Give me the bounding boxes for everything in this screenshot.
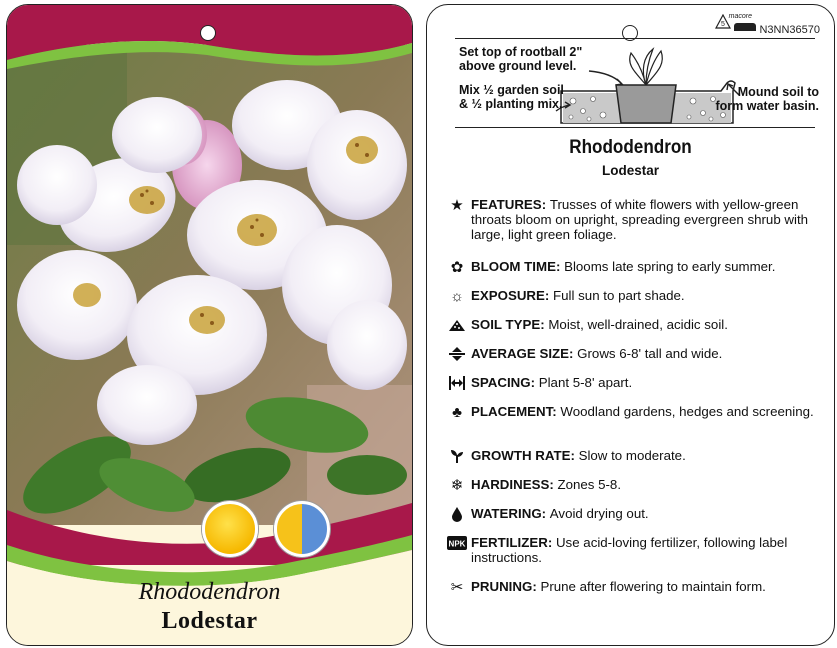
star-icon: ★ xyxy=(450,196,464,214)
sun-icon: ☼ xyxy=(450,287,464,305)
front-cultivar-name: Lodestar xyxy=(161,608,258,634)
info-row-placement: ♣ PLACEMENT: Woodland gardens, hedges and screening. xyxy=(447,404,825,419)
diagram-label-rootball: Set top of rootball 2" above ground level. xyxy=(459,45,583,73)
size-icon xyxy=(447,345,467,363)
info-row-fertilizer: NPK FERTILIZER: Use acid-loving fertilizer, following label instructions. xyxy=(448,535,788,565)
back-plant-name: Rhododendron xyxy=(569,137,692,158)
divider xyxy=(455,38,815,39)
info-row-pruning: ✂ PRUNING: Prune after flowering to maintain form. xyxy=(447,579,825,594)
front-genus-name: Rhododendron xyxy=(138,579,281,605)
snowflake-icon: ❄ xyxy=(450,476,464,494)
diagram-label-soil-mix: Mix ½ garden soil & ½ planting mix. xyxy=(459,83,564,111)
sprout-icon xyxy=(447,447,467,465)
back-cultivar-name: Lodestar xyxy=(601,163,659,178)
pruners-icon: ✂ xyxy=(450,578,464,596)
info-row-soil-type: SOIL TYPE: Moist, well-drained, acidic soil. xyxy=(447,317,825,332)
info-row-growth-rate: GROWTH RATE: Slow to moderate. xyxy=(447,448,825,463)
spacing-icon xyxy=(447,374,467,392)
part-shade-icon xyxy=(274,501,330,557)
flower-icon: ✿ xyxy=(450,258,464,276)
svg-text:NPK: NPK xyxy=(448,539,466,549)
svg-text:5: 5 xyxy=(721,21,725,28)
hanging-hole xyxy=(200,25,216,41)
plant-tag-front xyxy=(6,4,413,646)
plant-tag-back xyxy=(426,4,835,646)
info-row-watering: WATERING: Avoid drying out. xyxy=(447,506,825,521)
info-row-features: ★ FEATURES: Trusses of white flowers with yellow-green throats bloom on upright, spreading evergreen shrub with large, light green foliage. xyxy=(447,197,825,242)
placement-icon: ♣ xyxy=(452,403,462,421)
soil-icon xyxy=(447,316,467,334)
diagram-label-water-basin: Mound soil to form water basin. xyxy=(715,85,819,113)
info-row-exposure: ☼ EXPOSURE: Full sun to part shade. xyxy=(447,288,825,303)
info-row-spacing: SPACING: Plant 5-8' apart. xyxy=(447,375,825,390)
divider xyxy=(455,127,815,128)
brand-logo-mark xyxy=(734,23,756,31)
full-sun-icon xyxy=(202,501,258,557)
info-row-average-size: AVERAGE SIZE: Grows 6-8' tall and wide. xyxy=(447,346,825,361)
brand-logo: macore xyxy=(728,13,752,20)
npk-icon xyxy=(447,534,467,552)
product-code: N3NN36570 xyxy=(759,24,820,36)
water-drop-icon xyxy=(447,505,467,523)
info-row-bloom-time: ✿ BLOOM TIME: Blooms late spring to early summer. xyxy=(447,259,825,274)
info-row-hardiness: ❄ HARDINESS: Zones 5-8. xyxy=(447,477,825,492)
